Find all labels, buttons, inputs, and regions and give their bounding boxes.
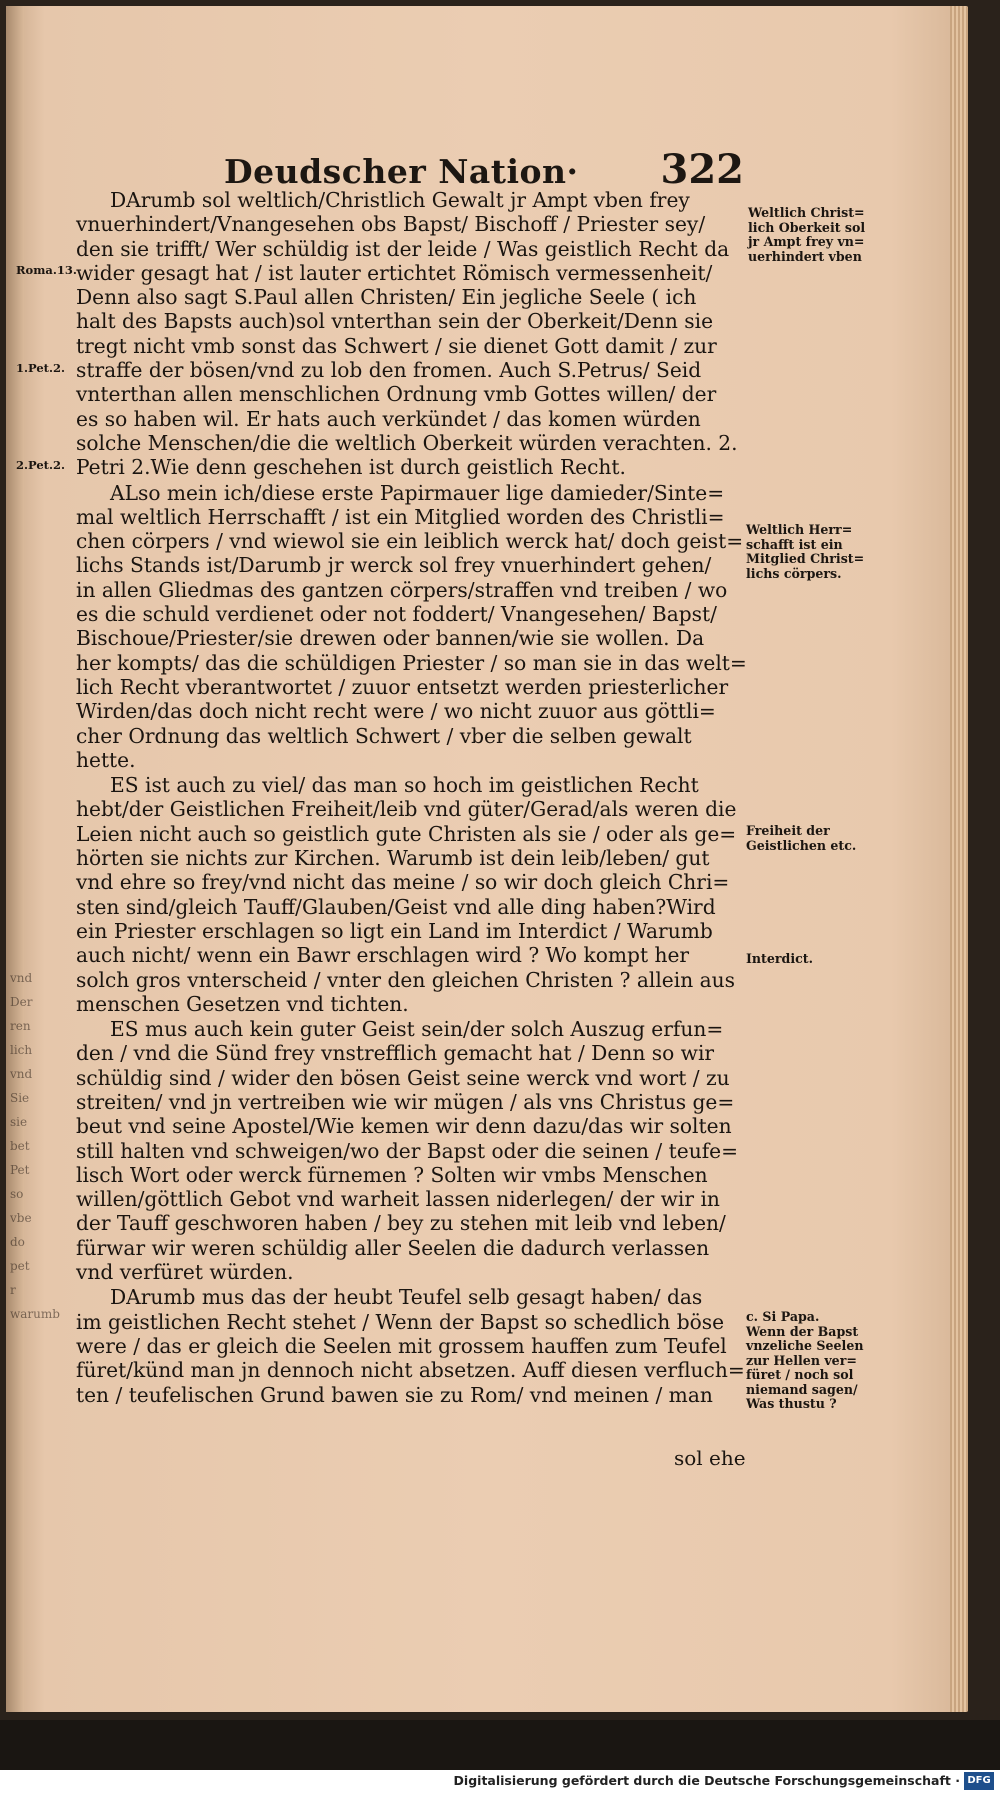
gloss-line: Weltlich Christ=	[748, 205, 865, 220]
text-line: lichs Stands ist/Darumb jr werck sol frey vnuerhindert gehen/	[76, 553, 712, 578]
bleed-fragment: ren	[10, 1019, 31, 1033]
bleed-fragment: Pet	[10, 1163, 30, 1177]
bleed-fragment: Der	[10, 995, 33, 1009]
text-line: vnterthan allen menschlichen Ordnung vmb Gottes willen/ der	[76, 382, 717, 407]
text-line: menschen Gesetzen vnd tichten.	[76, 991, 409, 1016]
body-text	[76, 188, 748, 1408]
bleed-fragment: bet	[10, 1139, 30, 1153]
gloss-line: niemand sagen/	[746, 1381, 858, 1397]
gloss-line: Freiheit der	[746, 823, 830, 838]
gloss-line: vnzeliche Seelen	[746, 1338, 864, 1353]
text-line: DArumb mus das der heubt Teufel selb gesagt haben/ das	[110, 1285, 703, 1310]
text-line: füret/künd man jn dennoch nicht absetzen. Auff diesen verfluch=	[76, 1358, 745, 1383]
bleed-fragment: r	[10, 1283, 16, 1297]
gloss-line: lichs cörpers.	[746, 565, 842, 581]
text-line: mal weltlich Herrschafft / ist ein Mitglied worden des Christli=	[76, 504, 725, 529]
gloss-line: zur Hellen ver=	[746, 1352, 857, 1368]
paragraph	[76, 1285, 748, 1406]
text-line: der Tauff geschworen haben / bey zu stehen mit leib vnd leben/	[76, 1211, 726, 1236]
marginal-gloss	[746, 523, 864, 581]
bleed-fragment: vbe	[10, 1211, 32, 1225]
bleed-fragment: sie	[10, 1115, 28, 1129]
text-line: Leien nicht auch so geistlich gute Christen als sie / oder als ge=	[76, 821, 737, 846]
bleed-fragment: lich	[10, 1043, 33, 1057]
text-line: lisch Wort oder werck fürnemen ? Solten wir vmbs Menschen	[76, 1162, 708, 1187]
dfg-logo: DFG	[964, 1772, 994, 1790]
gutter-shadow	[6, 6, 24, 1712]
text-line: hette.	[76, 747, 136, 772]
text-line: ES mus auch kein guter Geist sein/der solch Auszug erfun=	[110, 1017, 724, 1042]
text-line: fürwar wir weren schüldig aller Seelen die dadurch verlassen	[76, 1235, 710, 1260]
text-line: es so haben wil. Er hats auch verkündet / das komen würden	[76, 406, 701, 431]
bleed-fragment: so	[10, 1187, 24, 1201]
text-line: es die schuld verdienet oder not foddert/ Vnangesehen/ Bapst/	[76, 602, 717, 627]
gloss-line: c. Si Papa.	[746, 1309, 820, 1324]
bleed-fragment: vnd	[10, 1067, 33, 1081]
text-line: im geistlichen Recht stehet / Wenn der Bapst so schedlich böse	[76, 1309, 725, 1334]
gloss-line: Geistlichen etc.	[746, 837, 857, 853]
paragraph	[76, 481, 748, 773]
text-line: hörten sie nichts zur Kirchen. Warumb ist dein leib/leben/ gut	[76, 846, 710, 871]
gloss-line: Wenn der Bapst	[746, 1323, 859, 1339]
text-line: beut vnd seine Apostel/Wie kemen wir denn dazu/das wir solten	[76, 1114, 732, 1139]
bleed-through-text	[10, 966, 60, 1326]
footer-bar	[0, 1770, 1000, 1794]
text-line: den / vnd die Sünd frey vnstrefflich gemacht hat / Denn so wir	[76, 1041, 715, 1066]
text-line: Wirden/das doch nicht recht were / wo nicht zuuor aus göttli=	[76, 699, 716, 724]
text-line: ein Priester erschlagen so ligt ein Land im Interdict / Warumb	[76, 918, 713, 943]
text-line: Bischoue/Priester/sie drewen oder bannen/wie sie wollen. Da	[76, 626, 705, 651]
text-line: lich Recht vberantwortet / zuuor entsetzt werden priesterlicher	[76, 674, 729, 699]
text-line: Denn also sagt S.Paul allen Christen/ Ein jegliche Seele ( ich	[76, 285, 697, 310]
gloss-line: Mitglied Christ=	[746, 551, 865, 566]
text-line: ten / teufelischen Grund bawen sie zu Rom/ vnd meinen / man	[76, 1382, 713, 1407]
marginal-gloss	[746, 824, 856, 853]
text-line: schüldig sind / wider den bösen Geist seine werck vnd wort / zu	[76, 1065, 730, 1090]
reference-romans: Roma.13.	[16, 263, 77, 277]
catchword: sol ehe	[674, 1446, 746, 1470]
gloss-line: uerhindert vben	[748, 248, 862, 264]
text-line: were / das er gleich die Seelen mit grossem hauffen zum Teufel	[76, 1333, 727, 1358]
text-line: hebt/der Geistlichen Freiheit/leib vnd güter/Gerad/als weren die	[76, 797, 737, 822]
text-line: halt des Bapsts auch)sol vnterthan sein der Oberkeit/Denn sie	[76, 309, 714, 334]
bleed-fragment: pet	[10, 1259, 30, 1273]
bleed-fragment: warumb	[10, 1307, 60, 1321]
bleed-fragment: do	[10, 1235, 25, 1249]
funding-credit: Digitalisierung gefördert durch die Deutsche Forschungsgemeinschaft ·	[453, 1773, 960, 1788]
reference-2-peter: 2.Pet.2.	[16, 458, 65, 472]
paragraph	[76, 773, 748, 1016]
gloss-line: jr Ampt frey vn=	[748, 234, 865, 249]
gloss-line: schafft ist ein	[746, 536, 843, 552]
text-line: straffe der bösen/vnd zu lob den fromen. Auch S.Petrus/ Seid	[76, 358, 702, 383]
marginal-gloss	[748, 206, 865, 264]
gloss-line: lich Oberkeit sol	[748, 219, 866, 235]
text-line: willen/göttlich Gebot vnd warheit lassen niderlegen/ der wir in	[76, 1187, 720, 1212]
text-line: vnuerhindert/Vnangesehen obs Bapst/ Bischoff / Priester sey/	[76, 212, 706, 237]
text-line: in allen Gliedmas des gantzen cörpers/straffen vnd treiben / wo	[76, 577, 728, 602]
text-line: vnd verfüret würden.	[76, 1260, 294, 1285]
page-number: 322	[660, 146, 744, 193]
text-line: ALso mein ich/diese erste Papirmauer lige damieder/Sinte=	[110, 480, 725, 505]
text-line: auch nicht/ wenn ein Bawr erschlagen wird ? Wo kompt her	[76, 943, 690, 968]
gloss-line: Weltlich Herr=	[746, 522, 853, 537]
paragraph	[76, 1017, 748, 1284]
gloss-line: Was thustu ?	[746, 1396, 837, 1411]
text-line: vnd ehre so frey/vnd nicht das meine / so wir doch gleich Chri=	[76, 870, 730, 895]
text-line: Petri 2.Wie denn geschehen ist durch geistlich Recht.	[76, 455, 626, 480]
text-line: still halten vnd schweigen/wo der Bapst oder die seinen / teufe=	[76, 1138, 739, 1163]
gloss-line: füret / noch sol	[746, 1367, 854, 1382]
text-line: cher Ordnung das weltlich Schwert / vber die selben gewalt	[76, 723, 692, 748]
running-head: Deudscher Nation·	[224, 152, 579, 191]
text-line: den sie trifft/ Wer schüldig ist der leide / Was geistlich Recht da	[76, 236, 730, 261]
gloss-line: Interdict.	[746, 951, 813, 966]
book-page	[6, 6, 968, 1712]
marginal-gloss	[746, 952, 813, 967]
paragraph	[76, 188, 748, 480]
text-line: ES ist auch zu viel/ das man so hoch im geistlichen Recht	[110, 773, 699, 798]
text-line: sten sind/gleich Tauff/Glauben/Geist vnd alle ding haben?Wird	[76, 894, 716, 919]
text-line: DArumb sol weltlich/Christlich Gewalt jr Ampt vben frey	[110, 188, 690, 212]
reference-1-peter: 1.Pet.2.	[16, 361, 65, 375]
bleed-fragment: Sie	[10, 1091, 30, 1105]
text-line: solch gros vnterscheid / vnter den gleichen Christen ? allein aus	[76, 967, 736, 992]
text-line: chen cörpers / vnd wiewol sie ein leiblich werck hat/ doch geist=	[76, 529, 744, 554]
marginal-gloss	[746, 1310, 864, 1412]
text-line: wider gesagt hat / ist lauter ertichtet Römisch vermessenheit/	[76, 260, 713, 285]
text-line: her kompts/ das die schüldigen Priester / so man sie in das welt=	[76, 650, 747, 675]
page-edges	[950, 6, 968, 1712]
text-line: tregt nicht vmb sonst das Schwert / sie dienet Gott damit / zur	[76, 333, 717, 358]
bleed-fragment: vnd	[10, 971, 33, 985]
text-line: streiten/ vnd jn vertreiben wie wir mügen / als vns Christus ge=	[76, 1089, 735, 1114]
text-line: solche Menschen/die die weltlich Oberkeit würden verachten. 2.	[76, 430, 738, 455]
